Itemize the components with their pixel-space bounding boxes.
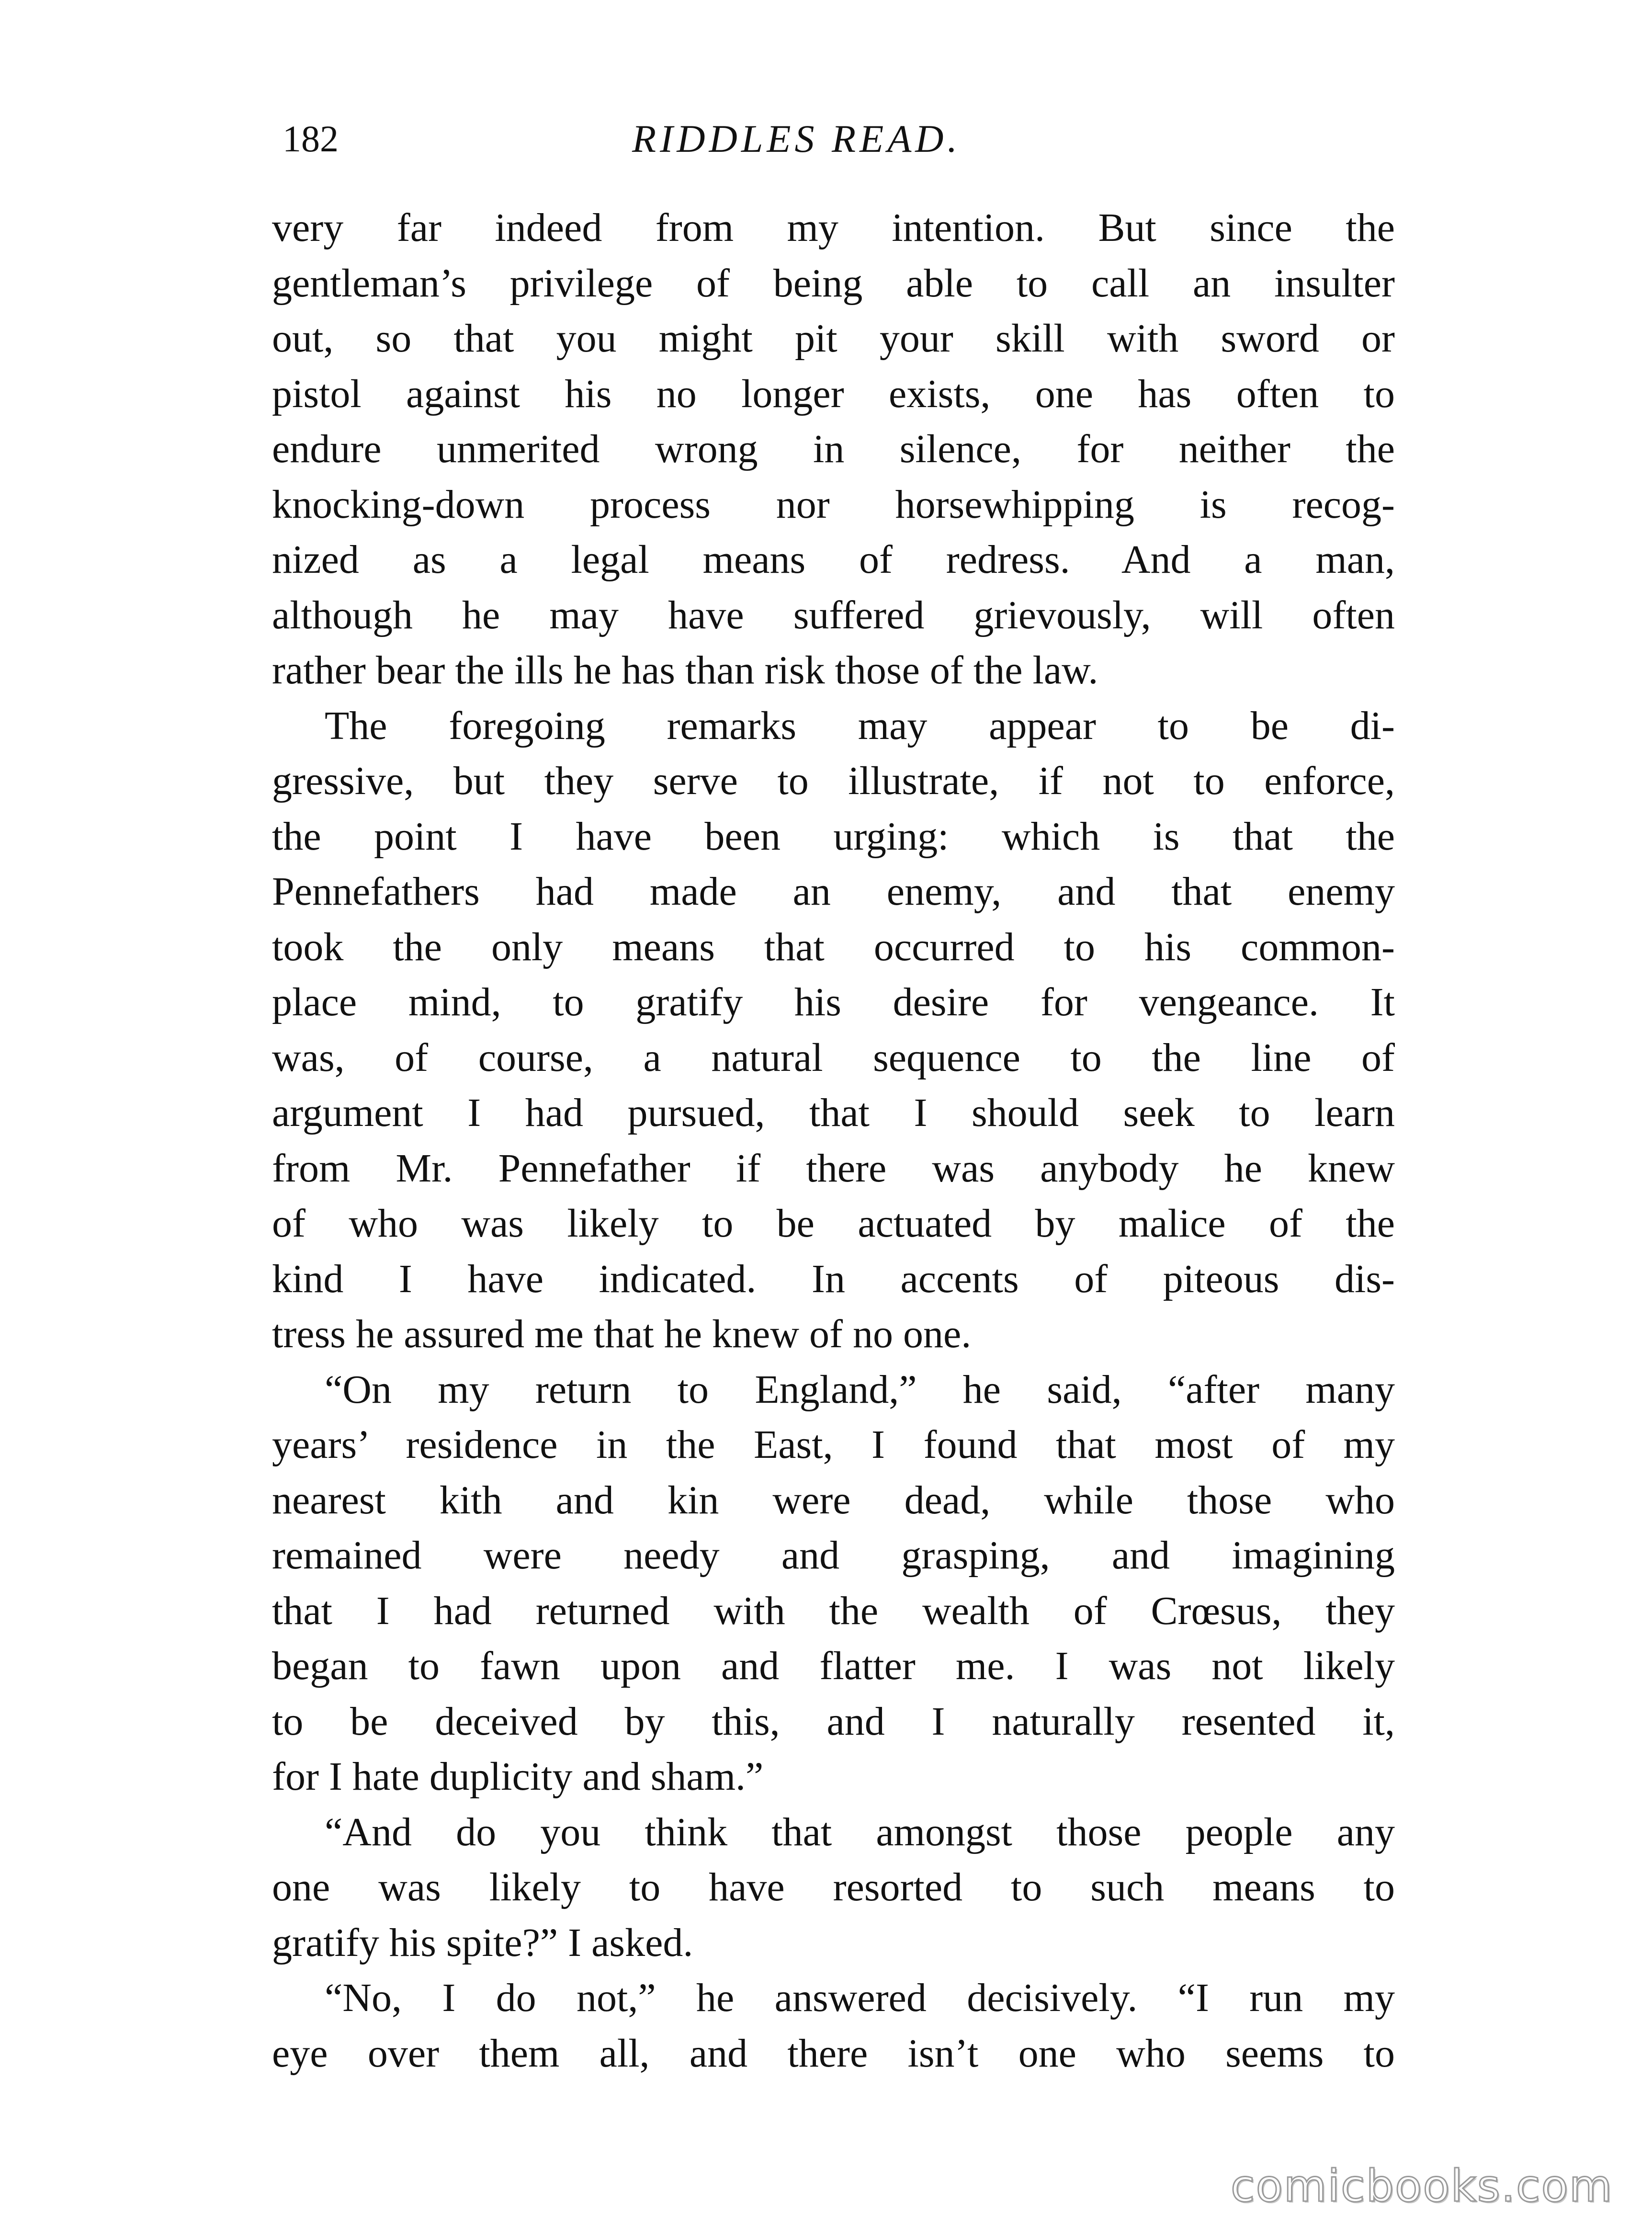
text-line: one was likely to have resorted to such means to	[272, 1865, 1395, 1909]
text-line: argument I had pursued, that I should seek to learn	[272, 1091, 1395, 1135]
page-header	[0, 110, 1652, 168]
text-line: years’ residence in the East, I found that most of my	[272, 1422, 1395, 1467]
text-line: nized as a legal means of redress. And a man,	[272, 537, 1395, 582]
text-line: nearest kith and kin were dead, while those who	[272, 1477, 1395, 1523]
text-line: knocking-down process nor horsewhipping is recog-	[272, 482, 1395, 527]
text-line: gratify his spite?” I asked.	[272, 1920, 693, 1965]
running-title: RIDDLES READ.	[632, 117, 962, 160]
text-line: out, so that you might pit your skill with sword or	[272, 316, 1395, 361]
text-line: began to fawn upon and flatter me. I was not likely	[272, 1644, 1395, 1688]
text-line: that I had returned with the wealth of Crœsus, they	[272, 1588, 1395, 1633]
page-number: 182	[283, 118, 339, 159]
text-line: tress he assured me that he knew of no one.	[272, 1312, 972, 1356]
text-line: “On my return to England,” he said, “after many	[325, 1367, 1395, 1412]
watermark: comicbooks.com	[1231, 2160, 1613, 2212]
text-line: gentleman’s privilege of being able to call an insulter	[272, 261, 1395, 306]
text-line: eye over them all, and there isn’t one who seems to	[272, 2031, 1395, 2076]
text-line: remained were needy and grasping, and imagining	[272, 1533, 1395, 1578]
text-line: of who was likely to be actuated by malice of the	[272, 1201, 1395, 1246]
body-text	[272, 200, 1395, 2081]
text-line: to be deceived by this, and I naturally resented it,	[272, 1699, 1395, 1744]
text-line: endure unmerited wrong in silence, for neither the	[272, 427, 1395, 471]
text-line: pistol against his no longer exists, one has often to	[272, 371, 1395, 416]
text-line: The foregoing remarks may appear to be di-	[325, 703, 1395, 748]
text-line: was, of course, a natural sequence to the line of	[272, 1035, 1395, 1080]
text-line: rather bear the ills he has than risk those of the law.	[272, 648, 1098, 693]
text-line: although he may have suffered grievously, will often	[272, 592, 1395, 637]
text-line: from Mr. Pennefather if there was anybody he knew	[272, 1146, 1395, 1191]
text-line: very far indeed from my intention. But since the	[272, 205, 1395, 250]
text-line: kind I have indicated. In accents of piteous dis-	[272, 1256, 1395, 1301]
text-line: place mind, to gratify his desire for vengeance. It	[272, 980, 1395, 1024]
text-line: “No, I do not,” he answered decisively. “I run my	[325, 1976, 1395, 2020]
text-line: gressive, but they serve to illustrate, if not to enforce,	[272, 759, 1395, 803]
text-line: the point I have been urging: which is that the	[272, 814, 1395, 859]
text-line: “And do you think that amongst those people any	[325, 1809, 1395, 1854]
text-line: took the only means that occurred to his common-	[272, 924, 1395, 969]
text-line: Pennefathers had made an enemy, and that enemy	[272, 869, 1395, 914]
text-line: for I hate duplicity and sham.”	[272, 1754, 764, 1799]
